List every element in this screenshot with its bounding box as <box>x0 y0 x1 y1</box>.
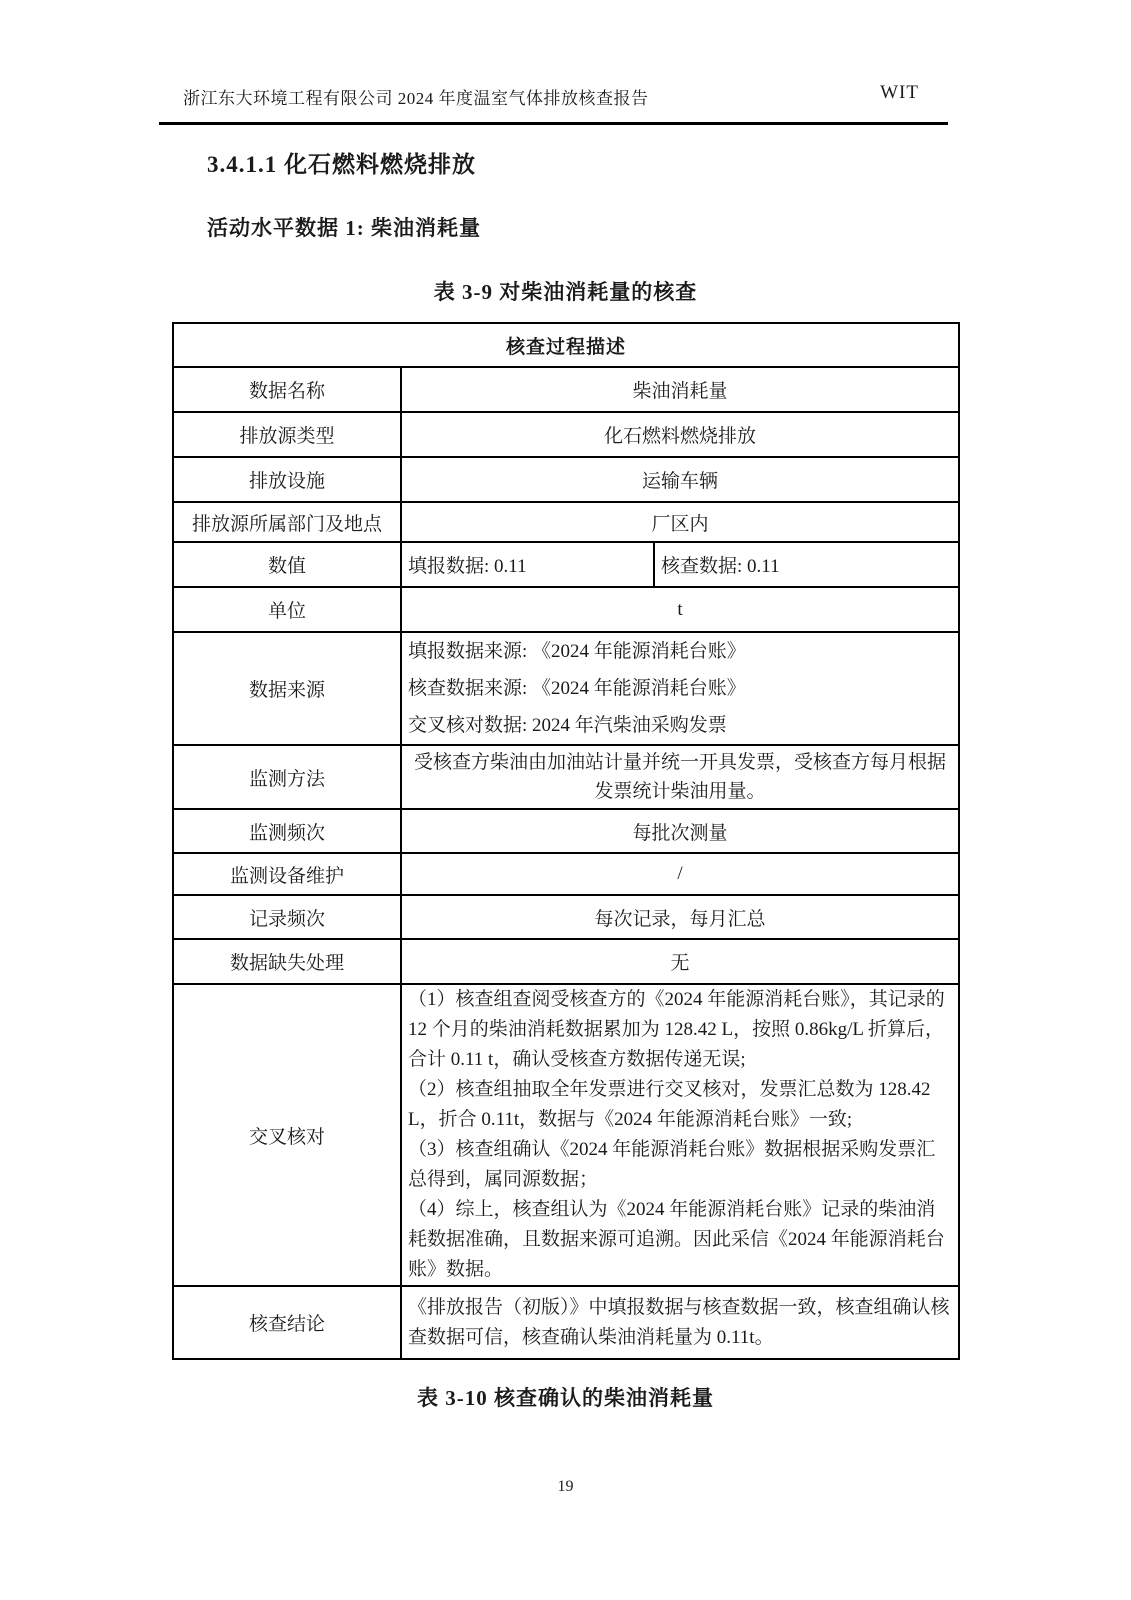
table-header-cell: 核查过程描述 <box>173 323 959 367</box>
row-label: 排放源类型 <box>173 412 401 457</box>
table-row <box>173 809 959 853</box>
table-row <box>173 457 959 502</box>
row-value: 厂区内 <box>401 502 959 542</box>
cross-check-item: （4）综上，核查组认为《2024 年能源消耗台账》记录的柴油消耗数据准确，且数据来源可追溯。因此采信《2024 年能源消耗台账》数据。 <box>408 1199 945 1280</box>
verification-table <box>172 322 960 1360</box>
table-row <box>173 984 959 1286</box>
table-row <box>173 587 959 632</box>
row-label: 数据来源 <box>173 632 401 745</box>
data-source-line: 填报数据来源: 《2024 年能源消耗台账》 <box>408 641 746 662</box>
cross-check-item: （3）核查组确认《2024 年能源消耗台账》数据根据采购发票汇总得到，属同源数据； <box>408 1139 936 1190</box>
table-row <box>173 542 959 587</box>
table-row <box>173 939 959 984</box>
cross-check-cell <box>401 984 959 1286</box>
table-3-9-title: 表 3-9 对柴油消耗量的核查 <box>433 280 698 304</box>
row-label: 核查结论 <box>173 1286 401 1359</box>
table-row <box>173 412 959 457</box>
row-value: 每批次测量 <box>401 809 959 853</box>
data-source-cell <box>401 632 959 745</box>
row-label: 数据名称 <box>173 367 401 412</box>
row-label: 排放设施 <box>173 457 401 502</box>
subsection-heading: 活动水平数据 1: 柴油消耗量 <box>207 216 481 240</box>
row-label: 单位 <box>173 587 401 632</box>
table-row <box>173 853 959 895</box>
conclusion-cell: 《排放报告（初版）》中填报数据与核查数据一致，核查组确认核查数据可信，核查确认柴油消耗量为 0.11t。 <box>401 1286 959 1359</box>
row-label: 监测频次 <box>173 809 401 853</box>
row-value: t <box>401 587 959 632</box>
table-row <box>173 1286 959 1359</box>
row-label: 记录频次 <box>173 895 401 939</box>
verified-value: 核查数据: 0.11 <box>654 542 959 587</box>
row-value: 柴油消耗量 <box>401 367 959 412</box>
header-report-title: 浙江东大环境工程有限公司 2024 年度温室气体排放核查报告 <box>183 89 649 108</box>
row-label: 数值 <box>173 542 401 587</box>
row-value: 每次记录，每月汇总 <box>401 895 959 939</box>
data-source-line: 交叉核对数据: 2024 年汽柴油采购发票 <box>408 715 727 736</box>
section-heading: 3.4.1.1 化石燃料燃烧排放 <box>207 152 476 177</box>
cross-check-item: （2）核查组抽取全年发票进行交叉核对，发票汇总数为 128.42 L，折合 0.11t，数据与《2024 年能源消耗台账》一致; <box>408 1079 931 1130</box>
table-row <box>173 502 959 542</box>
reported-value: 填报数据: 0.11 <box>401 542 654 587</box>
row-value: 运输车辆 <box>401 457 959 502</box>
table-row <box>173 745 959 809</box>
row-label: 监测方法 <box>173 745 401 809</box>
row-label: 排放源所属部门及地点 <box>173 502 401 542</box>
table-3-10-title: 表 3-10 核查确认的柴油消耗量 <box>417 1386 714 1410</box>
header-rule <box>159 122 948 125</box>
row-value: 化石燃料燃烧排放 <box>401 412 959 457</box>
page-number: 19 <box>557 1478 574 1495</box>
row-value: / <box>401 853 959 895</box>
row-value: 无 <box>401 939 959 984</box>
table-row <box>173 632 959 745</box>
table-row <box>173 367 959 412</box>
data-source-line: 核查数据来源: 《2024 年能源消耗台账》 <box>408 678 746 699</box>
cross-check-item: （1）核查组查阅受核查方的《2024 年能源消耗台账》，其记录的 12 个月的柴油消耗数据累加为 128.42 L，按照 0.86kg/L 折算后，合计 0.11 t，确认受核查方数据传递无误; <box>408 989 945 1070</box>
row-label: 监测设备维护 <box>173 853 401 895</box>
row-value: 受核查方柴油由加油站计量并统一开具发票，受核查方每月根据发票统计柴油用量。 <box>401 745 959 809</box>
table-header-row <box>173 323 959 367</box>
table-row <box>173 895 959 939</box>
row-label: 交叉核对 <box>173 984 401 1286</box>
row-label: 数据缺失处理 <box>173 939 401 984</box>
header-logo-text: WIT <box>880 82 919 103</box>
